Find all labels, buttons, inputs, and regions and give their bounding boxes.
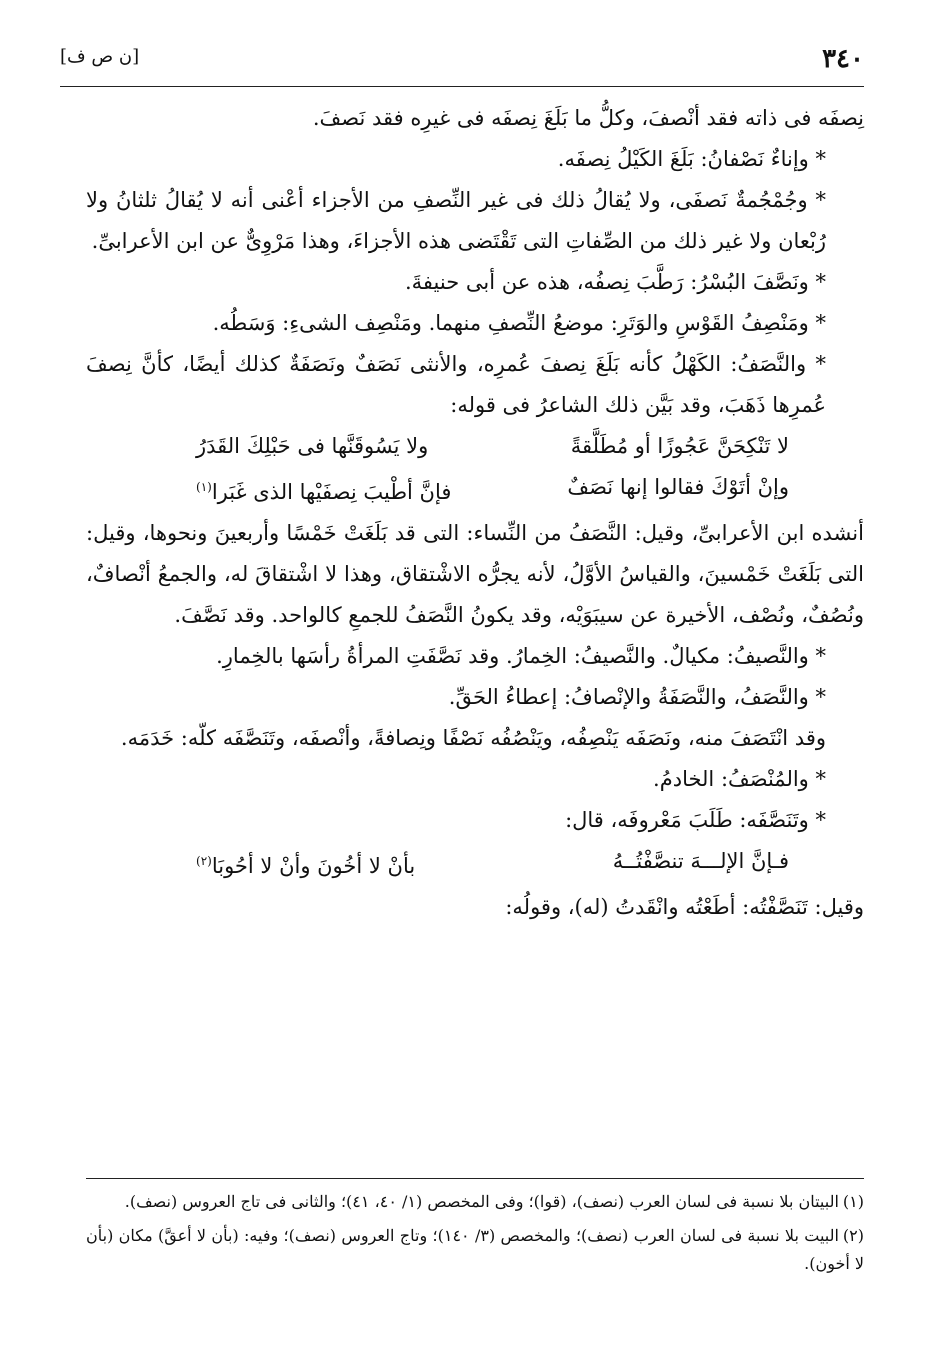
verse-first-hemistich: فـإنَّ الإلـــهَ تنصَّفْتُــهُ xyxy=(612,849,789,873)
verse-text: فإنَّ أطْيبَ نِصفَيْها الذى غَبَرا xyxy=(211,480,452,504)
footnote-divider xyxy=(86,1178,864,1179)
verse-line xyxy=(86,426,864,467)
verse-line xyxy=(86,841,864,887)
verse-first-hemistich: لا تَنْكِحَنَّ عَجُوزًا أو مُطَلَّقةً xyxy=(570,434,789,458)
entry-paragraph: * ونَصَّفَ البُسْرُ: رَطَّبَ نِصفُه، هذه عن أبى حنيفةَ. xyxy=(404,270,826,294)
verse-second-hemistich xyxy=(196,841,415,887)
main-text xyxy=(86,98,864,928)
footnote-number: (٢) xyxy=(842,1226,865,1245)
page-number: ٣٤٠ xyxy=(822,44,864,74)
entry-paragraph: * والمُنْصَفُ: الخادمُ. xyxy=(653,767,826,791)
footnote xyxy=(86,1222,864,1278)
entry-paragraph: * وجُمْجُمةٌ نَصفَى، ولا يُقالُ ذلك فى غير النِّصفِ من الأجزاء أعْنى أنه لا يُقالُ ثلثانُ ولا رُبْعان ولا غير ذلك من الصِّفاتِ التى تَقْتَضى هذه الأجزاءَ، وهذا مَرْوِىٌّ عن ابن الأعرابىِّ. xyxy=(86,188,826,253)
paragraph: أنشده ابن الأعرابىِّ، وقيل: النَّصَفُ من النِّساء: التى قد بَلَغَتْ خَمْسًا وأربعينَ ونحوها، وقيل: التى بَلَغَتْ خَمْسينَ، والقياسُ الأوَّلُ، لأنه يجرُّه الاشْتقاق، وهذا لا اشْتقاقَ له، والجمعُ أنْصافٌ، ونُصُفٌ، ونُصْف، الأخيرة عن سيبَوَيْه، وقد يكونُ النَّصَفُ للجمعِ كالواحد. وقد نَصَّفَ. xyxy=(86,521,864,627)
verse-first-hemistich: وإنْ أتَوْكَ فقالوا إنها نَصَفٌ xyxy=(567,475,789,499)
verse-line xyxy=(86,467,864,513)
entry-paragraph: وقد انْتَصَفَ منه، ونَصَفَه يَنْصِفُه، ويَنْصُفُه نَصْفًا ونِصافةً، وأنْصفَه، وتَنَصَّفَه كلّه: خَدَمَه. xyxy=(120,726,826,750)
entry-paragraph: * والنَّصيفُ: مكيالٌ. والنَّصيفُ: الخِمارُ. وقد نَصَّفَتِ المرأةُ رأسَها بالخِمارِ. xyxy=(216,644,826,668)
paragraph: وقيل: تَنَصَّفْتُه: أطَعْتُه وانْقَدتُ (له)، وقولُه: xyxy=(505,895,864,919)
footnote-number: (١) xyxy=(842,1192,864,1211)
entry-paragraph: * وإناءٌ نَصْفانُ: بَلَغَ الكَيْلُ نِصفَه. xyxy=(557,147,826,171)
entry-paragraph: * وتَنَصَّفَه: طَلَبَ مَعْروفَه، قال: xyxy=(565,808,826,832)
verse-second-hemistich xyxy=(196,467,451,513)
footnote-text: البيت بلا نسبة فى لسان العرب (نصف)؛ والمخصص (٣/ ١٤٠)؛ وتاج العروس (نصف)؛ وفيه: (بأن لا أعقَّ) مكان (بأن لا أخون). xyxy=(86,1226,864,1273)
entry-paragraph: * والنَّصَفُ، والنَّصَفَةُ والإنْصافُ: إعطاءُ الحَقِّ. xyxy=(448,685,826,709)
entry-paragraph: * والنَّصَفُ: الكَهْلُ كأنه بَلَغَ نِصفَ عُمرِه، والأنثى نَصَفٌ ونَصَفَةٌ كذلك أيضًا، كأنَّ نِصفَ عُمرِها ذَهَبَ، وقد بَيَّن ذلك الشاعرُ فى قوله: xyxy=(86,352,826,417)
footnote xyxy=(86,1188,864,1216)
verse-second-hemistich: ولا يَسُوقَنَّها فى حَبْلِكَ القَدَرُ xyxy=(196,434,429,458)
paragraph: نِصفَه فى ذاته فقد أنْصفَ، وكلُّ ما بَلَغَ نِصفَه فى غيرِه فقد نَصفَ. xyxy=(312,106,864,130)
verse-text: بأنْ لا أخُونَ وأنْ لا أحُوبَا xyxy=(211,854,416,878)
running-head: [ن ص ف] xyxy=(60,46,140,67)
footnote-marker[interactable]: (١) xyxy=(196,480,212,494)
footnotes xyxy=(86,1188,864,1284)
entry-paragraph: * ومَنْصِفُ القَوْسِ والوَتَرِ: موضعُ النِّصفِ منهما. ومَنْصِف الشىءِ: وَسَطُه. xyxy=(212,311,826,335)
footnote-marker[interactable]: (٢) xyxy=(196,854,212,868)
page-header xyxy=(60,38,864,87)
footnote-text: البيتان بلا نسبة فى لسان العرب (نصف)، (قوا)؛ وفى المخصص (١/ ٤٠، ٤١)؛ والثانى فى تاج العروس (نصف). xyxy=(124,1192,839,1211)
